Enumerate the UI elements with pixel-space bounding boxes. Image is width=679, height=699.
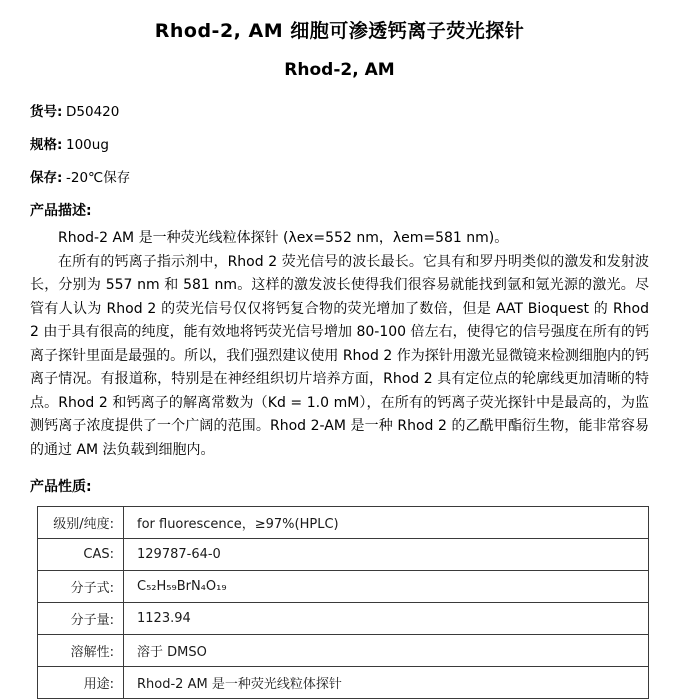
info-row-size: [30, 133, 649, 153]
row-value: Rhod-2 AM 是一种荧光线粒体探针: [124, 667, 649, 699]
info-value: 100ug: [66, 137, 109, 153]
row-label: 溶解性:: [38, 635, 124, 667]
info-label: 货号:: [30, 104, 63, 120]
row-label: 分子量:: [38, 603, 124, 635]
row-label: 分子式:: [38, 571, 124, 603]
info-label: 规格:: [30, 137, 63, 153]
table-row-molecular-weight: [38, 603, 649, 635]
row-value: C₅₂H₅₉BrN₄O₁₉: [124, 571, 649, 603]
info-label: 保存:: [30, 170, 63, 186]
info-value: -20℃保存: [66, 170, 131, 186]
row-label: 级别/纯度:: [38, 507, 124, 539]
table-row-application: [38, 667, 649, 699]
product-info: [30, 100, 649, 186]
info-value: D50420: [66, 104, 120, 120]
description-paragraph: Rhod-2 AM 是一种荧光线粒体探针 (λex=552 nm，λem=581 nm)。: [58, 230, 509, 246]
table-row-molecular-formula: [38, 571, 649, 603]
properties-table-body: [38, 507, 649, 699]
description-heading: 产品描述:: [30, 203, 92, 219]
row-label: CAS:: [38, 539, 124, 571]
properties-heading: 产品性质:: [30, 479, 92, 495]
description-paragraph: 在所有的钙离子指示剂中，Rhod 2 荧光信号的波长最长。它具有和罗丹明类似的激发和发射波长，分别为 557 nm 和 581 nm。这样的激发波长使得我们很容易就能找到氩和氪光源的激光。尽管有人认为 Rhod 2 的荧光信号仅仅将钙复合物的荧光增加了数倍，但是 AAT Bioquest 的 Rhod 2 由于具有很高的纯度，能有效地将钙荧光信号增加 80-100 倍左右，使得它的信号强度在所有的钙离子探针里面是最强的。所以，我们强烈建议使用 Rhod 2 作为探针用激光显微镜来检测细胞内的钙离子情况。有报道称，特别是在神经组织切片培养方面，Rhod 2 具有定位点的轮廓线更加清晰的特点。Rhod 2 和钙离子的解离常数为（Kd = 1.0 mM），在所有的钙离子荧光探针中是最高的，为监测钙离子浓度提供了一个广阔的范围。Rhod 2-AM 是一种 Rhod 2 的乙酰甲酯衍生物，能非常容易的通过 AM 法负载到细胞内。: [30, 253, 649, 458]
row-value: 129787-64-0: [124, 539, 649, 571]
row-value: 1123.94: [124, 603, 649, 635]
properties-table: [37, 506, 649, 699]
table-row-grade-purity: [38, 507, 649, 539]
row-value: for fluorescence，≥97%(HPLC): [124, 507, 649, 539]
row-value: 溶于 DMSO: [124, 635, 649, 667]
info-row-storage: [30, 166, 649, 186]
row-label: 用途:: [38, 667, 124, 699]
document-title: Rhod-2, AM 细胞可渗透钙离子荧光探针: [154, 20, 525, 42]
document-subtitle: Rhod-2, AM: [284, 60, 395, 80]
info-row-catalog-number: [30, 100, 649, 120]
table-row-cas: [38, 539, 649, 571]
